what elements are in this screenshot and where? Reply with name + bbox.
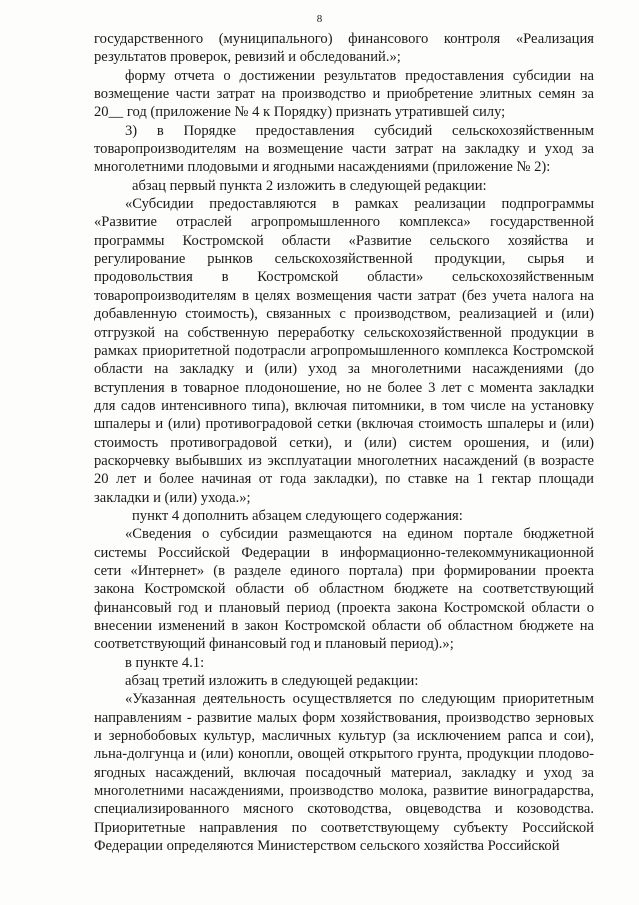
paragraph-item-3: 3) в Порядке предоставления субсидий сельскохозяйственным товаропроизводителям на возмещение части затрат на закладку и уход за многолетними плодовыми и ягодными насаждениями (приложение № 2):: [94, 122, 594, 176]
paragraph-control-continuation: государственного (муниципального) финансового контроля «Реализация результатов проверок, ревизий и обследований.»;: [94, 31, 594, 66]
paragraph-subsidy-info-quote: «Сведения о субсидии размещаются на едином портале бюджетной системы Российской Федерации в информационно-телекоммуникационной сети «Интернет» (в разделе единого портала) при формировании проекта закона Костромской области об областном бюджете на соответствующий финансовый год и плановый период (проекта закона Костромской области о внесении изменений в закон Костромской области об областном бюджете на соответствующий финансовый год и плановый период).»;: [94, 526, 594, 653]
paragraph-activity-quote: «Указанная деятельность осуществляется по следующим приоритетным направлениям - развитие малых форм хозяйствования, производство зерновых и зернобобовых культур, масличных культур (за исключением рапса и сои), льна-долгунца и (или) конопли, овощей открытого грунта, продукции плодово-ягодных насаждений, включая посадочный материал, закладку и уход за многолетними насаждениями, производство молока, развитие виноградарства, специализированного мясного скотоводства, овцеводства и козоводства. Приоритетные направления по соответствующему субъекту Российской Федерации определяются Министерством сельского хозяйства Российской: [94, 691, 594, 855]
paragraph-clause-4-1: в пункте 4.1:: [125, 654, 205, 671]
paragraph-report-form: форму отчета о достижении результатов предоставления субсидии на возмещение части затрат на производство и приобретение элитных семян за 20__ год (приложение № 4 к Порядку) признать утратившей силу;: [94, 67, 594, 121]
document-body: [94, 30, 594, 855]
paragraph-clause-2-intro: абзац первый пункта 2 изложить в следующей редакции:: [132, 177, 487, 194]
paragraph-clause-4-intro: пункт 4 дополнить абзацем следующего содержания:: [132, 507, 463, 524]
page-number: 8: [316, 13, 323, 25]
paragraph-third-para-intro: абзац третий изложить в следующей редакции:: [125, 673, 419, 690]
paragraph-subsidies-quote: «Субсидии предоставляются в рамках реализации подпрограммы «Развитие отраслей агропромышленного комплекса» государственной программы Костромской области «Развитие сельского хозяйства и регулирование рынков сельскохозяйственной продукции, сырья и продовольствия в Костромской области» сельскохозяйственным товаропроизводителям в целях возмещения части затрат (без учета налога на добавленную стоимость), связанных с производством, реализацией и (или) отгрузкой на собственную переработку сельскохозяйственной продукции в рамках приоритетной подотрасли агропромышленного комплекса Костромской области на закладку и (или) уход за многолетними насаждениями (до вступления в товарное плодоношение, но не более 3 лет с момента закладки для садов интенсивного типа), включая питомники, в том числе на установку шпалеры и (или) противоградовой сетки (включая стоимость шпалеры и (или) стоимость противоградовой сетки), и (или) систем орошения, и (или) раскорчевку выбывших из эксплуатации многолетних насаждений (в возрасте 20 лет и более начиная от года закладки), по ставке на 1 гектар площади закладки и (или) ухода.»;: [94, 196, 594, 506]
